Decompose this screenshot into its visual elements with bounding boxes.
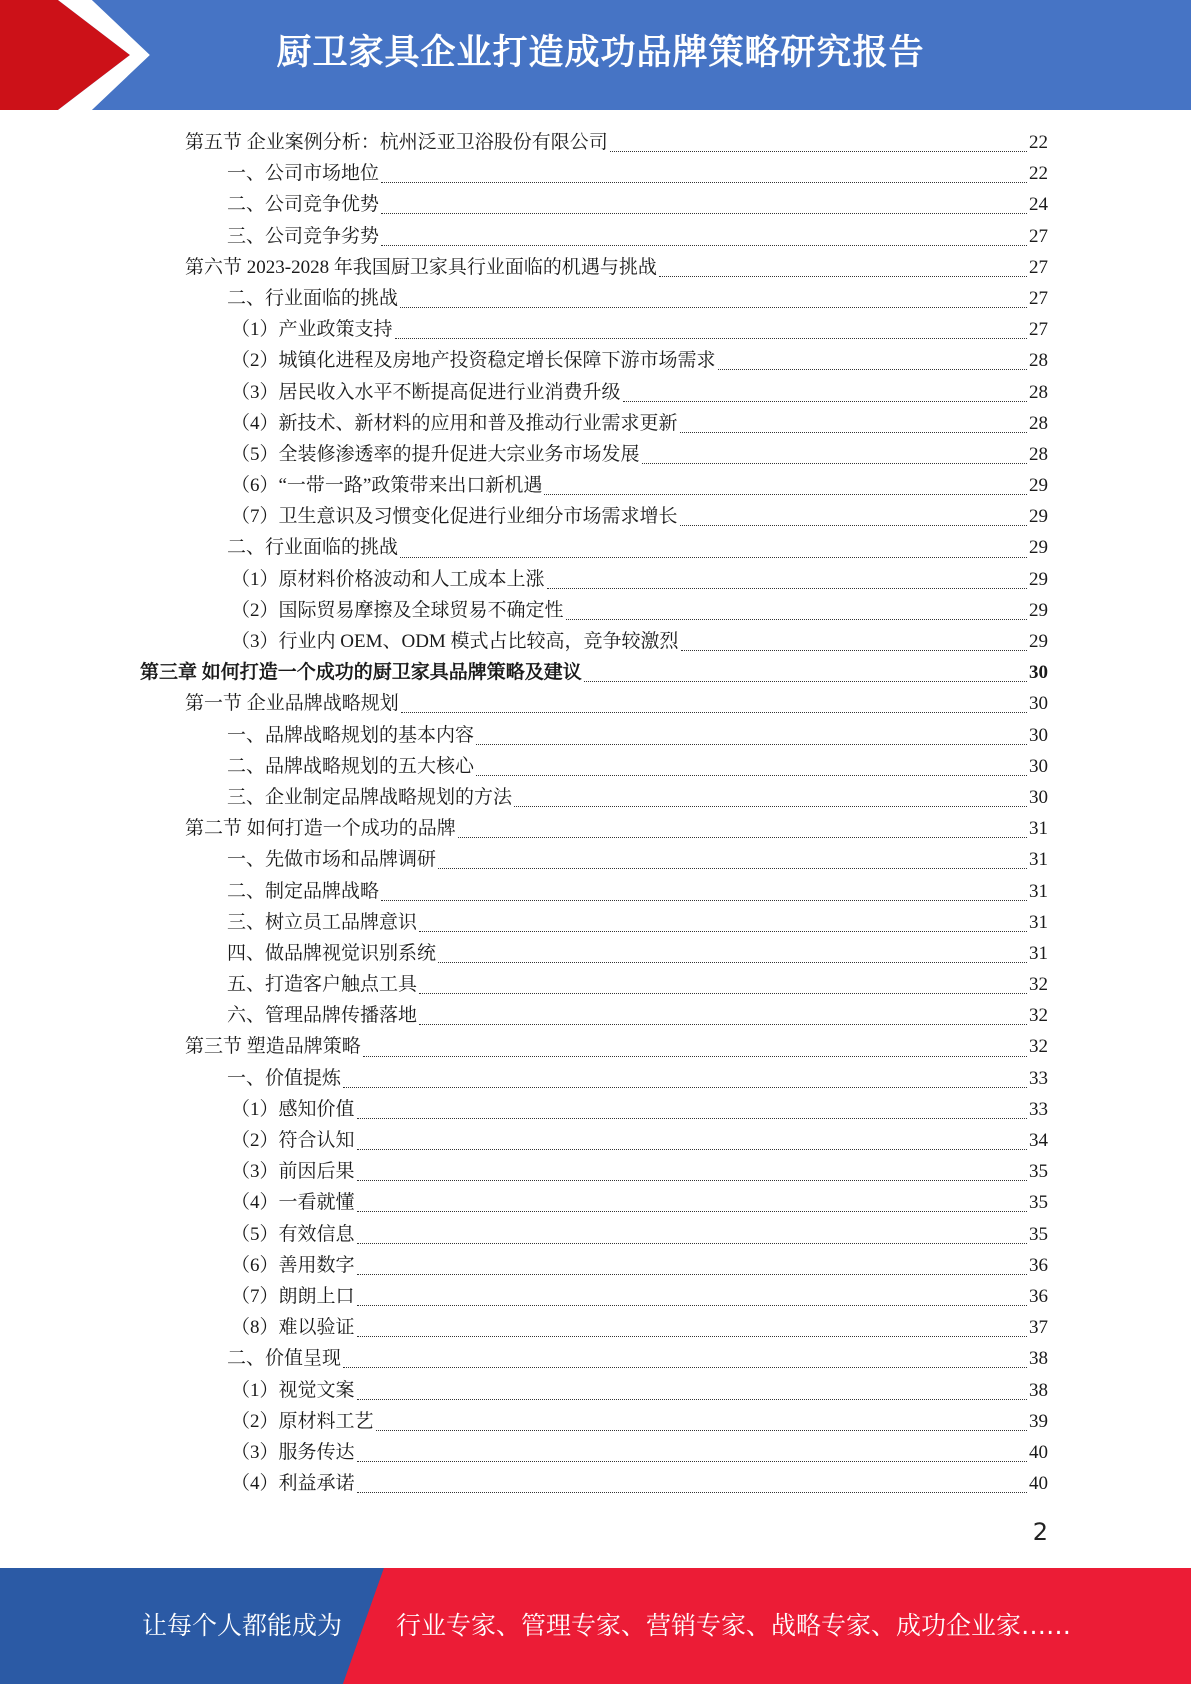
toc-dot-leader (642, 463, 1027, 464)
toc-entry-page: 29 (1029, 475, 1048, 497)
toc-entry[interactable] (140, 532, 1048, 563)
toc-entry-page: 31 (1029, 911, 1048, 933)
toc-entry-title: 三、公司竞争劣势 (227, 225, 380, 247)
toc-entry[interactable] (140, 189, 1048, 220)
page-footer (0, 1568, 1191, 1684)
toc-dot-leader (438, 868, 1027, 869)
toc-dot-leader (376, 1430, 1027, 1431)
toc-entry[interactable] (140, 283, 1048, 314)
toc-dot-leader (680, 525, 1027, 526)
toc-dot-leader (438, 962, 1027, 963)
footer-slogan-left: 让每个人都能成为 (142, 1611, 343, 1640)
toc-entry[interactable] (140, 345, 1048, 376)
toc-entry[interactable] (140, 938, 1048, 969)
toc-entry-title: 二、行业面临的挑战 (227, 537, 399, 559)
toc-entry-page: 31 (1029, 818, 1048, 840)
toc-entry-page: 32 (1029, 974, 1048, 996)
toc-entry-page: 29 (1029, 506, 1048, 528)
toc-entry-title: 一、品牌战略规划的基本内容 (227, 724, 475, 746)
toc-entry[interactable] (140, 876, 1048, 907)
toc-entry[interactable] (140, 657, 1048, 688)
toc-dot-leader (357, 1492, 1027, 1493)
toc-entry-page: 35 (1029, 1161, 1048, 1183)
toc-dot-leader (357, 1243, 1027, 1244)
toc-entry-title: （6）善用数字 (231, 1254, 355, 1276)
toc-entry[interactable] (140, 844, 1048, 875)
toc-entry-page: 35 (1029, 1192, 1048, 1214)
toc-dot-leader (400, 307, 1027, 308)
toc-entry[interactable] (140, 907, 1048, 938)
toc-entry[interactable] (140, 158, 1048, 189)
toc-entry-page: 22 (1029, 132, 1048, 153)
toc-entry-page: 28 (1029, 412, 1048, 434)
toc-entry[interactable] (140, 127, 1048, 158)
toc-entry[interactable] (140, 1063, 1048, 1094)
toc-entry[interactable] (140, 1094, 1048, 1125)
toc-entry-title: 二、公司竞争优势 (227, 194, 380, 216)
toc-entry-page: 33 (1029, 1098, 1048, 1120)
toc-entry-title: 一、先做市场和品牌调研 (227, 849, 437, 871)
toc-entry-page: 29 (1029, 631, 1048, 652)
toc-entry-title: 一、价值提炼 (227, 1067, 342, 1089)
toc-entry-title: 三、树立员工品牌意识 (227, 911, 418, 933)
toc-entry-page: 40 (1029, 1441, 1048, 1463)
toc-entry-title: （8）难以验证 (231, 1317, 355, 1339)
toc-entry-title: 二、价值呈现 (227, 1348, 342, 1370)
toc-entry-title: （3）行业内 OEM、ODM 模式占比较高，竞争较激烈 (231, 631, 679, 652)
toc-dot-leader (400, 557, 1027, 558)
toc-entry-page: 24 (1029, 194, 1048, 216)
toc-entry[interactable] (140, 1406, 1048, 1437)
toc-entry-page: 28 (1029, 350, 1048, 372)
toc-entry[interactable] (140, 1000, 1048, 1031)
toc-entry-page: 37 (1029, 1317, 1048, 1339)
toc-dot-leader (357, 1399, 1027, 1400)
toc-dot-leader (547, 588, 1027, 589)
toc-entry-page: 31 (1029, 849, 1048, 871)
toc-entry-title: （3）前因后果 (231, 1161, 355, 1183)
toc-entry[interactable] (140, 1375, 1048, 1406)
toc-entry-page: 22 (1029, 163, 1048, 185)
toc-dot-leader (381, 900, 1027, 901)
toc-entry[interactable] (140, 1468, 1048, 1499)
toc-entry-page: 30 (1029, 662, 1048, 684)
toc-entry-title: 第三节 塑造品牌策略 (185, 1036, 361, 1058)
toc-entry-page: 38 (1029, 1379, 1048, 1401)
toc-entry-page: 27 (1029, 225, 1048, 247)
toc-dot-leader (514, 806, 1027, 807)
toc-entry[interactable] (140, 470, 1048, 501)
toc-entry-page: 30 (1029, 786, 1048, 808)
page-number: 2 (1032, 1518, 1048, 1546)
toc-entry-title: 二、行业面临的挑战 (227, 287, 399, 309)
toc-entry-title: （4）新技术、新材料的应用和普及推动行业需求更新 (231, 412, 678, 434)
toc-dot-leader (357, 1149, 1027, 1150)
toc-dot-leader (395, 338, 1027, 339)
toc-entry-title: （5）全装修渗透率的提升促进大宗业务市场发展 (231, 443, 640, 465)
toc-entry-page: 36 (1029, 1285, 1048, 1307)
toc-entry-title: 第一节 企业品牌战略规划 (185, 693, 399, 715)
toc-entry-title: （1）原材料价格波动和人工成本上涨 (231, 568, 545, 590)
toc-entry[interactable] (140, 501, 1048, 532)
toc-entry[interactable] (140, 252, 1048, 283)
toc-dot-leader (357, 1461, 1027, 1462)
toc-dot-leader (401, 712, 1027, 713)
toc-entry-title: 二、制定品牌战略 (227, 880, 380, 902)
toc-entry[interactable] (140, 1031, 1048, 1062)
toc-entry-page: 30 (1029, 755, 1048, 777)
toc-entry-page: 31 (1029, 880, 1048, 902)
toc-entry-title: （2）符合认知 (231, 1130, 355, 1151)
toc-dot-leader (659, 276, 1027, 277)
toc-entry-title: （2）原材料工艺 (231, 1410, 374, 1432)
toc-dot-leader (381, 182, 1027, 183)
toc-entry[interactable] (140, 1156, 1048, 1187)
report-title: 厨卫家具企业打造成功品牌策略研究报告 (276, 33, 925, 73)
toc-entry-title: （6）“一带一路”政策带来出口新机遇 (231, 475, 543, 497)
toc-dot-leader (363, 1056, 1027, 1057)
toc-entry[interactable] (140, 1281, 1048, 1312)
toc-entry[interactable] (140, 813, 1048, 844)
toc-entry-page: 32 (1029, 1036, 1048, 1058)
toc-entry[interactable] (140, 1343, 1048, 1374)
toc-entry-page: 40 (1029, 1473, 1048, 1495)
toc-dot-leader (357, 1211, 1027, 1212)
toc-entry-page: 29 (1029, 568, 1048, 590)
toc-dot-leader (343, 1087, 1027, 1088)
toc-dot-leader (681, 650, 1027, 651)
toc-entry-title: （4）利益承诺 (231, 1473, 355, 1495)
toc-entry-title: （3）服务传达 (231, 1441, 355, 1463)
toc-entry-title: （7）朗朗上口 (231, 1285, 355, 1307)
toc-dot-leader (357, 1305, 1027, 1306)
toc-entry[interactable] (140, 688, 1048, 719)
toc-entry-title: 一、公司市场地位 (227, 163, 380, 185)
toc-entry-title: 第三章 如何打造一个成功的厨卫家具品牌策略及建议 (140, 662, 582, 684)
toc-entry-page: 28 (1029, 443, 1048, 465)
toc-entry-title: 六、管理品牌传播落地 (227, 1005, 418, 1027)
toc-entry-page: 36 (1029, 1254, 1048, 1276)
toc-entry-page: 34 (1029, 1130, 1048, 1151)
toc-entry[interactable] (140, 1187, 1048, 1218)
toc-entry-page: 32 (1029, 1005, 1048, 1027)
toc-entry[interactable] (140, 751, 1048, 782)
toc-dot-leader (680, 432, 1027, 433)
footer-slogan-right: 行业专家、管理专家、营销专家、战略专家、成功企业家…… (396, 1611, 1072, 1640)
toc-entry[interactable] (140, 439, 1048, 470)
toc-entry-page: 35 (1029, 1223, 1048, 1245)
toc-dot-leader (381, 245, 1027, 246)
toc-entry[interactable] (140, 377, 1048, 408)
toc-entry-page: 27 (1029, 256, 1048, 278)
toc-entry-title: （3）居民收入水平不断提高促进行业消费升级 (231, 381, 621, 403)
toc-entry[interactable] (140, 720, 1048, 751)
toc-entry-page: 27 (1029, 319, 1048, 341)
toc-entry-page: 29 (1029, 537, 1048, 559)
toc-dot-leader (357, 1274, 1027, 1275)
toc-entry-title: （2）城镇化进程及房地产投资稳定增长保障下游市场需求 (231, 350, 716, 372)
toc-entry-title: （5）有效信息 (231, 1223, 355, 1245)
toc-dot-leader (343, 1367, 1027, 1368)
toc-dot-leader (357, 1118, 1027, 1119)
toc-entry-title: 第五节 企业案例分析：杭州泛亚卫浴股份有限公司 (185, 132, 608, 153)
toc-entry[interactable] (140, 1125, 1048, 1156)
toc-entry-title: （1）感知价值 (231, 1098, 355, 1120)
toc-dot-leader (476, 744, 1027, 745)
toc-entry-title: （2）国际贸易摩擦及全球贸易不确定性 (231, 599, 564, 621)
toc-entry-page: 29 (1029, 599, 1048, 621)
toc-entry-title: （1）产业政策支持 (231, 319, 393, 341)
toc-dot-leader (419, 1024, 1027, 1025)
table-of-contents (140, 127, 1048, 1499)
toc-dot-leader (381, 213, 1027, 214)
page-header (0, 0, 1191, 110)
toc-entry-title: 四、做品牌视觉识别系统 (227, 942, 437, 964)
toc-entry[interactable] (140, 1437, 1048, 1468)
toc-entry-title: （4）一看就懂 (231, 1192, 355, 1214)
toc-dot-leader (718, 369, 1027, 370)
toc-entry-page: 33 (1029, 1067, 1048, 1089)
toc-dot-leader (357, 1180, 1027, 1181)
toc-dot-leader (610, 151, 1027, 152)
toc-entry[interactable] (140, 626, 1048, 657)
toc-entry[interactable] (140, 408, 1048, 439)
toc-entry-title: 第二节 如何打造一个成功的品牌 (185, 818, 456, 840)
toc-entry[interactable] (140, 221, 1048, 252)
toc-entry-title: 二、品牌战略规划的五大核心 (227, 755, 475, 777)
toc-entry-title: 第六节 2023-2028 年我国厨卫家具行业面临的机遇与挑战 (185, 256, 657, 278)
toc-entry-page: 27 (1029, 287, 1048, 309)
toc-dot-leader (566, 619, 1027, 620)
toc-entry-page: 38 (1029, 1348, 1048, 1370)
toc-entry[interactable] (140, 595, 1048, 626)
toc-entry-title: 五、打造客户触点工具 (227, 974, 418, 996)
toc-entry-title: 三、企业制定品牌战略规划的方法 (227, 786, 513, 808)
toc-entry-title: （1）视觉文案 (231, 1379, 355, 1401)
toc-entry-page: 30 (1029, 724, 1048, 746)
toc-entry[interactable] (140, 314, 1048, 345)
toc-dot-leader (623, 401, 1027, 402)
toc-entry-page: 31 (1029, 942, 1048, 964)
toc-entry[interactable] (140, 1219, 1048, 1250)
toc-dot-leader (584, 681, 1027, 682)
toc-dot-leader (458, 837, 1027, 838)
toc-dot-leader (476, 775, 1027, 776)
toc-dot-leader (419, 931, 1027, 932)
toc-entry-title: （7）卫生意识及习惯变化促进行业细分市场需求增长 (231, 506, 678, 528)
toc-entry-page: 28 (1029, 381, 1048, 403)
toc-entry[interactable] (140, 1312, 1048, 1343)
toc-entry-page: 30 (1029, 693, 1048, 715)
toc-entry-page: 39 (1029, 1410, 1048, 1432)
toc-entry[interactable] (140, 782, 1048, 813)
toc-dot-leader (357, 1336, 1027, 1337)
toc-dot-leader (544, 494, 1027, 495)
toc-entry[interactable] (140, 969, 1048, 1000)
toc-entry[interactable] (140, 1250, 1048, 1281)
toc-entry[interactable] (140, 564, 1048, 595)
toc-dot-leader (419, 993, 1027, 994)
